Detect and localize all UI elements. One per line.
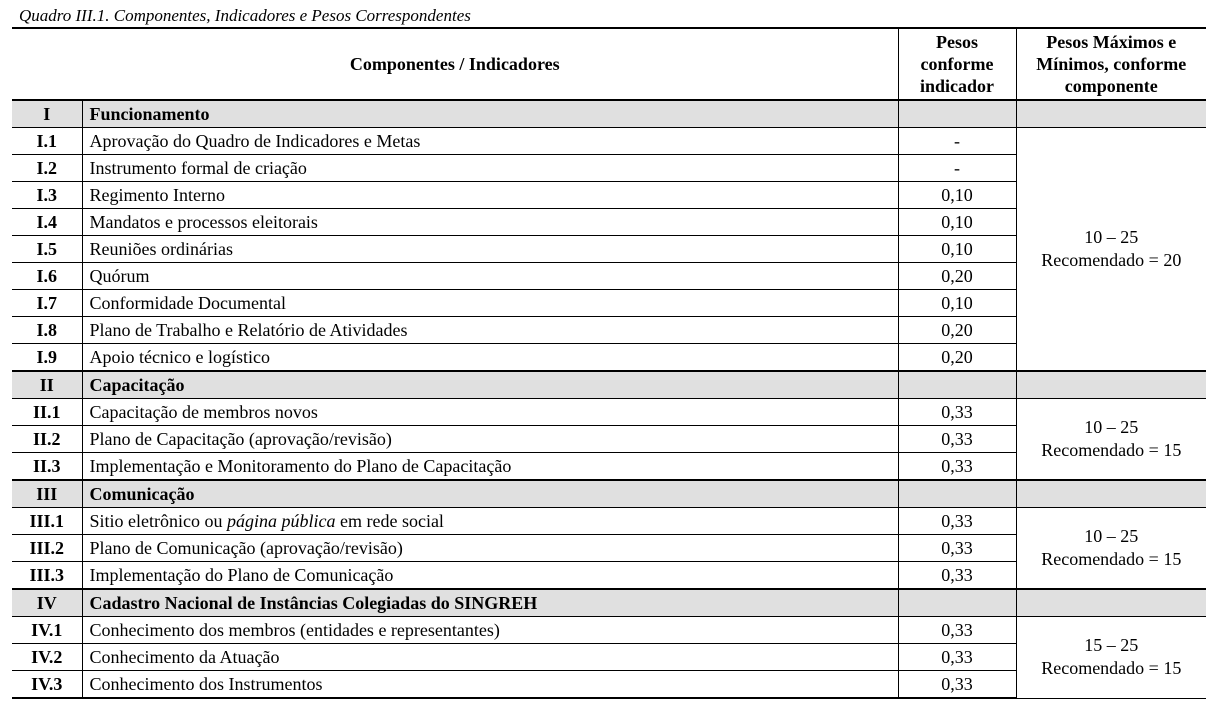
indicator-code: IV.1 [12,617,82,644]
header-pesos-line1: Pesos [936,32,979,52]
recommended-value: Recomendado = 15 [1041,549,1182,569]
group-row [12,589,1206,617]
indicator-code: III.3 [12,562,82,590]
indicator-peso: 0,10 [898,182,1016,209]
group-range-cell [1016,100,1206,128]
indicators-table [12,27,1206,699]
indicator-code: III.1 [12,508,82,535]
table-row [12,508,1206,535]
indicator-code: I.2 [12,155,82,182]
group-title: Comunicação [82,480,898,508]
range-value: 10 – 25 [1084,227,1139,247]
component-range [1016,399,1206,481]
indicator-code: II.3 [12,453,82,481]
indicator-code: I.9 [12,344,82,372]
indicator-peso: 0,10 [898,290,1016,317]
group-title: Cadastro Nacional de Instâncias Colegiadas do SINGREH [82,589,898,617]
indicator-name: Plano de Comunicação (aprovação/revisão) [82,535,898,562]
recommended-value: Recomendado = 20 [1041,250,1182,270]
indicator-peso: 0,33 [898,426,1016,453]
header-pesos-line2: conforme [920,54,994,74]
indicator-peso: 0,33 [898,617,1016,644]
range-value: 10 – 25 [1084,526,1139,546]
indicator-peso: 0,33 [898,562,1016,590]
indicator-code: I.7 [12,290,82,317]
indicator-peso: 0,10 [898,209,1016,236]
table-caption: Quadro III.1. Componentes, Indicadores e Pesos Correspondentes [19,6,471,25]
group-peso-cell [898,371,1016,399]
indicator-peso: 0,33 [898,535,1016,562]
indicator-name: Conhecimento da Atuação [82,644,898,671]
indicator-name: Conformidade Documental [82,290,898,317]
table-row [12,128,1206,155]
indicator-name: Implementação e Monitoramento do Plano de Capacitação [82,453,898,481]
group-code: IV [12,589,82,617]
group-range-cell [1016,480,1206,508]
indicator-code: I.6 [12,263,82,290]
component-range [1016,128,1206,372]
table-row [12,399,1206,426]
component-range [1016,617,1206,699]
indicator-name: Mandatos e processos eleitorais [82,209,898,236]
header-pesos [898,28,1016,100]
indicator-name: Plano de Capacitação (aprovação/revisão) [82,426,898,453]
indicator-name: Instrumento formal de criação [82,155,898,182]
header-pesos-line3: indicador [920,76,995,96]
group-title: Capacitação [82,371,898,399]
range-value: 10 – 25 [1084,417,1139,437]
indicator-peso: 0,33 [898,644,1016,671]
group-row [12,371,1206,399]
indicator-peso: - [898,155,1016,182]
header-componentes: Componentes / Indicadores [12,28,898,100]
range-value: 15 – 25 [1084,635,1139,656]
indicator-peso: 0,10 [898,236,1016,263]
indicator-name-italic: página pública [226,511,336,531]
indicator-name: Capacitação de membros novos [82,399,898,426]
indicator-name [82,508,898,535]
indicator-code: I.1 [12,128,82,155]
indicator-peso: 0,33 [898,508,1016,535]
indicator-name: Implementação do Plano de Comunicação [82,562,898,590]
indicator-name: Conhecimento dos membros (entidades e representantes) [82,617,898,644]
group-code: II [12,371,82,399]
indicator-code: I.4 [12,209,82,236]
group-row [12,480,1206,508]
indicator-code: I.5 [12,236,82,263]
group-row [12,100,1206,128]
indicator-name: Apoio técnico e logístico [82,344,898,372]
indicator-name: Quórum [82,263,898,290]
indicator-code: III.2 [12,535,82,562]
header-row [12,28,1206,100]
header-range-line1: Pesos Máximos e [1046,32,1177,52]
indicator-peso: 0,20 [898,263,1016,290]
indicator-code: I.8 [12,317,82,344]
indicator-name: Conhecimento dos Instrumentos [82,671,898,699]
indicator-code: II.2 [12,426,82,453]
group-peso-cell [898,100,1016,128]
indicator-peso: 0,33 [898,453,1016,481]
indicator-peso: 0,20 [898,344,1016,372]
component-range [1016,508,1206,590]
recommended-value: Recomendado = 15 [1041,440,1182,460]
group-code: III [12,480,82,508]
group-title: Funcionamento [82,100,898,128]
indicator-peso: - [898,128,1016,155]
indicator-peso: 0,20 [898,317,1016,344]
indicator-code: IV.3 [12,671,82,699]
indicator-name: Reuniões ordinárias [82,236,898,263]
table-body [12,100,1206,698]
group-range-cell [1016,371,1206,399]
header-range-line3: componente [1064,76,1158,96]
indicator-name: Aprovação do Quadro de Indicadores e Metas [82,128,898,155]
group-code: I [12,100,82,128]
indicator-name: Regimento Interno [82,182,898,209]
table-row [12,617,1206,644]
indicator-name: Plano de Trabalho e Relatório de Atividades [82,317,898,344]
indicator-code: I.3 [12,182,82,209]
indicator-name-part: em rede social [335,511,444,531]
indicator-name-part: Sitio eletrônico ou [89,511,227,531]
indicator-code: II.1 [12,399,82,426]
indicator-peso: 0,33 [898,399,1016,426]
indicator-peso: 0,33 [898,671,1016,699]
recommended-value: Recomendado = 15 [1041,658,1182,679]
header-range [1016,28,1206,100]
group-peso-cell [898,480,1016,508]
header-range-line2: Mínimos, conforme [1036,54,1187,74]
indicator-code: IV.2 [12,644,82,671]
group-peso-cell [898,589,1016,617]
group-range-cell [1016,589,1206,617]
